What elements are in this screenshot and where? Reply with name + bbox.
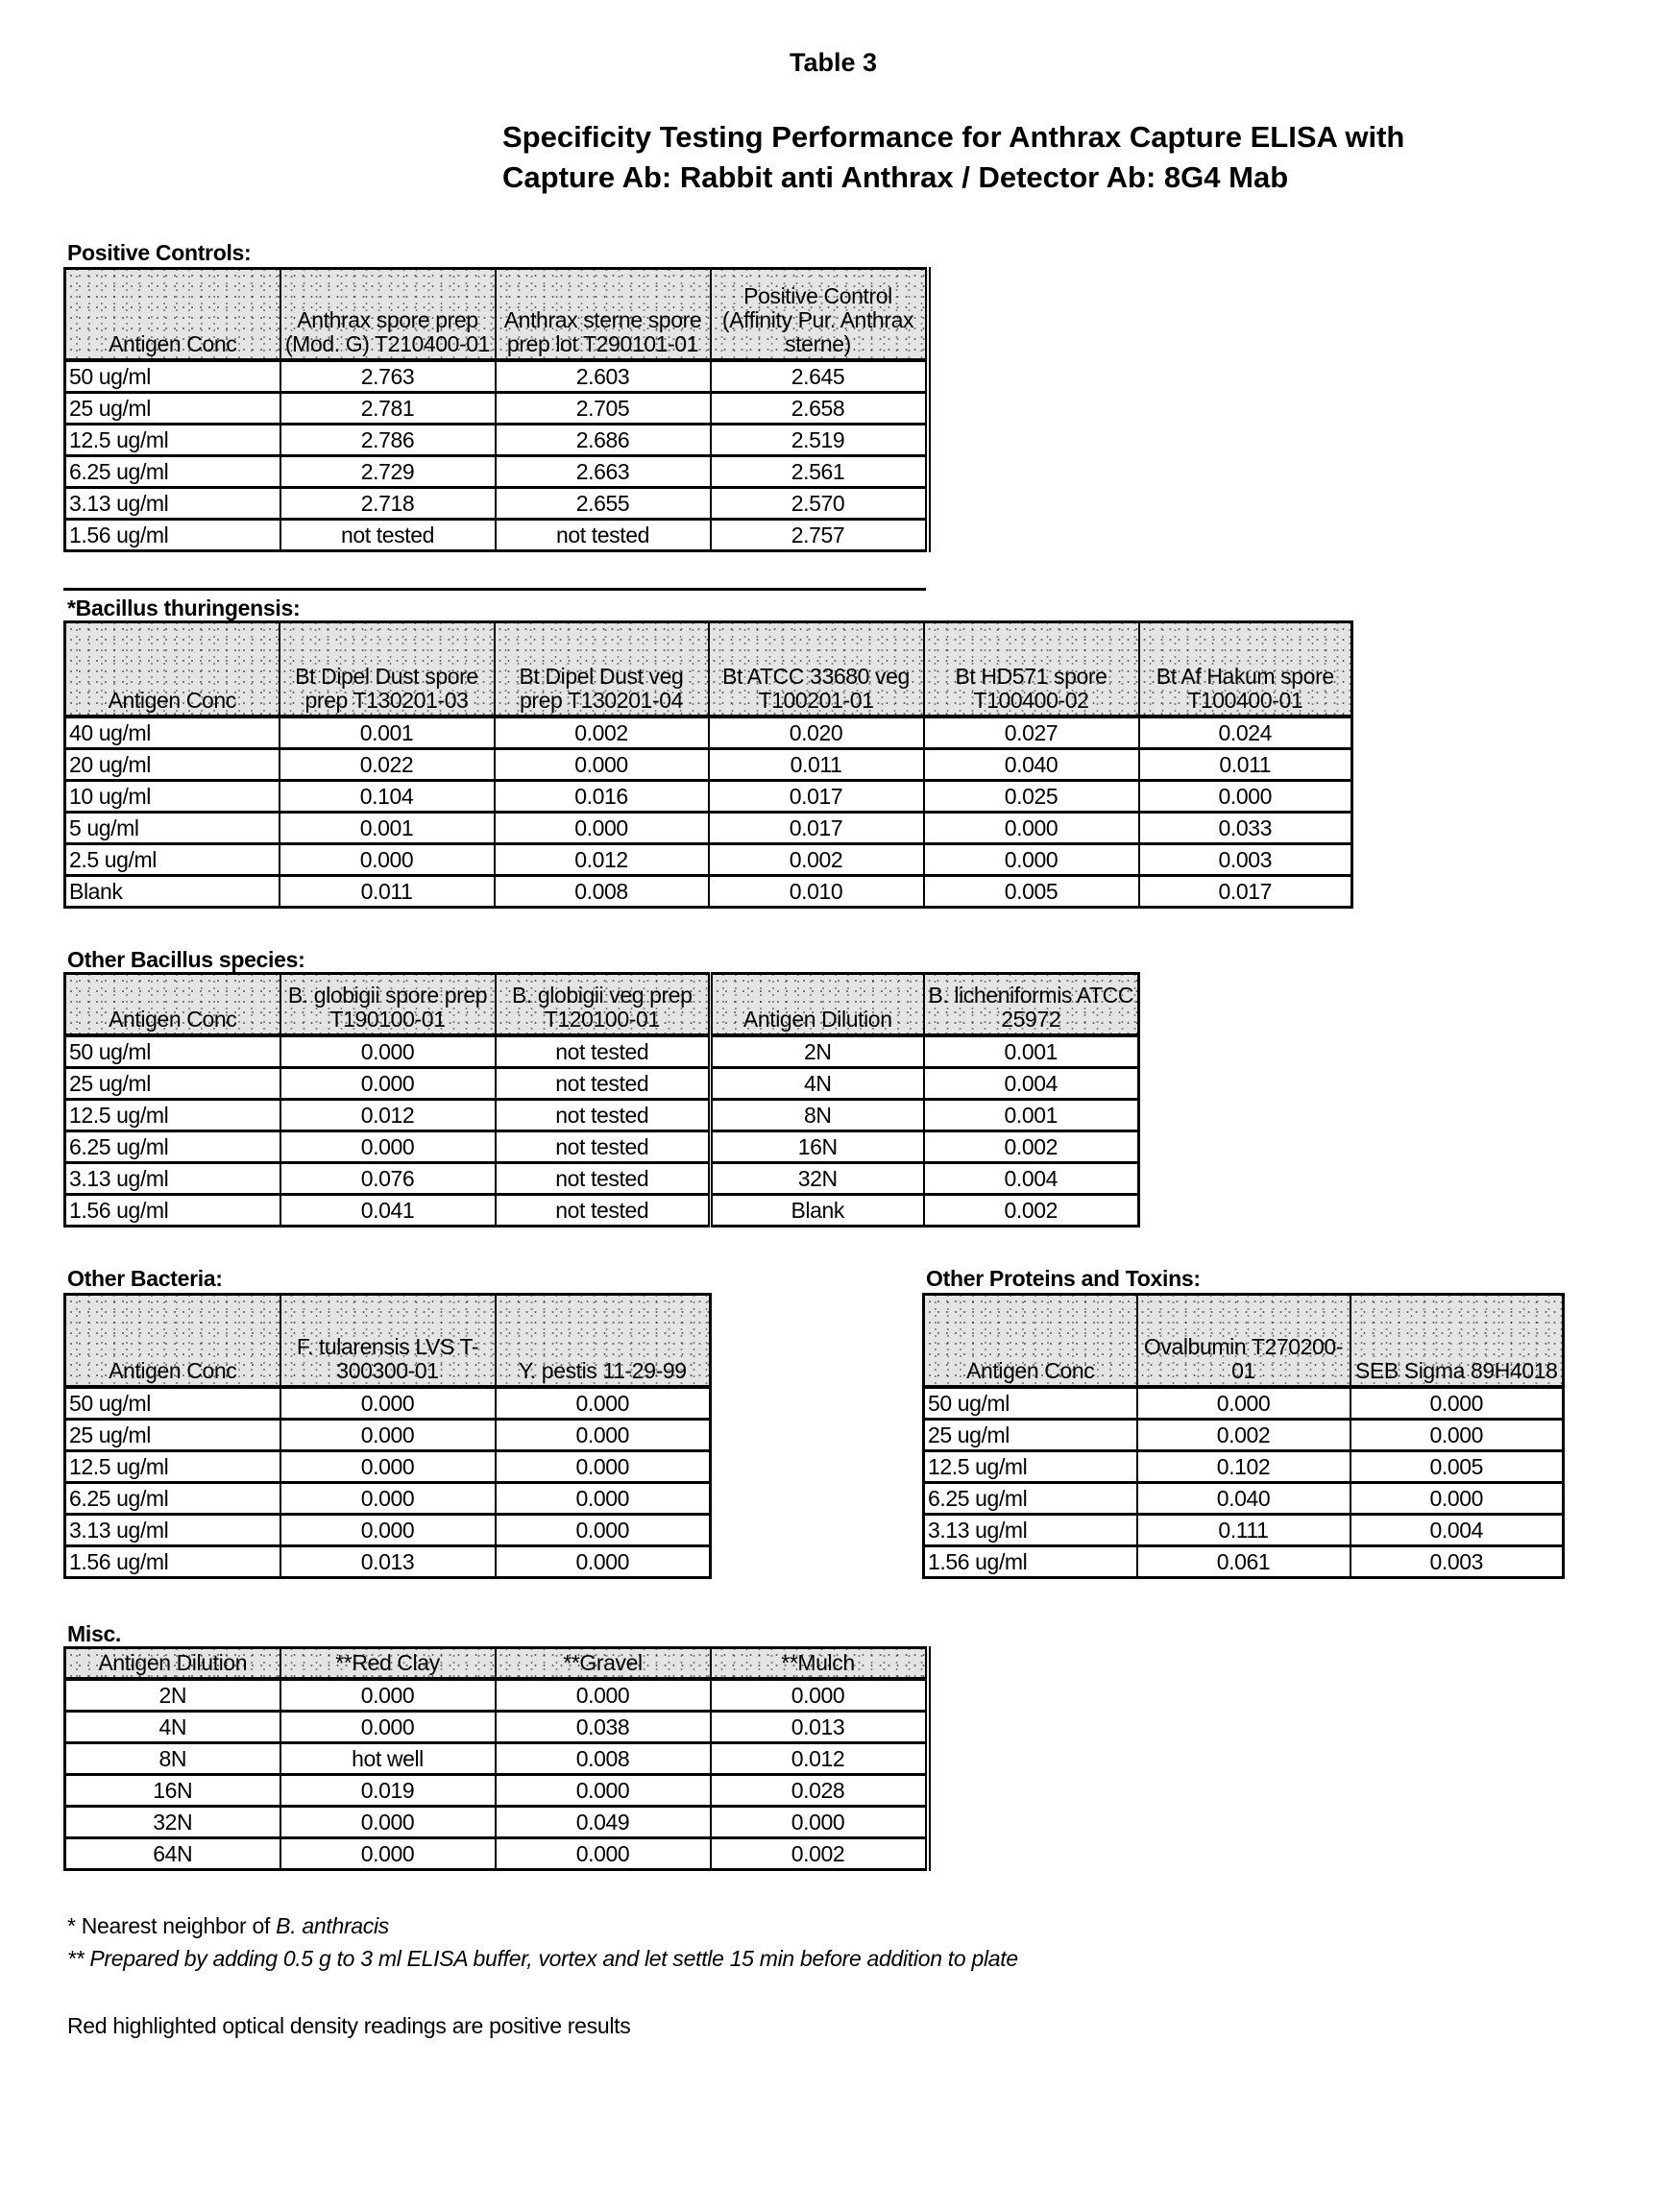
bacillus-thuringensis-table [63, 620, 1353, 909]
value-cell: 0.040 [1137, 1482, 1350, 1514]
table-row [65, 1482, 711, 1514]
value-cell: 0.004 [1350, 1514, 1564, 1545]
column-header: Anthrax sterne spore prep lot T290101-01 [496, 269, 711, 360]
row-label-cell: 16N [65, 1775, 280, 1807]
value-cell: 2.663 [496, 455, 711, 487]
column-header: Bt Dipel Dust veg prep T130201-04 [495, 622, 709, 717]
column-header: Bt ATCC 33680 veg T100201-01 [709, 622, 924, 717]
other-bacteria-table [63, 1293, 712, 1579]
table-row [65, 392, 928, 424]
value-cell: 2N [711, 1035, 924, 1068]
table-row [65, 1067, 1139, 1099]
value-cell: 0.003 [1139, 843, 1352, 875]
value-cell: 2.729 [280, 455, 496, 487]
value-cell: 0.000 [1350, 1482, 1564, 1514]
value-cell: 0.005 [924, 875, 1139, 907]
table-row [65, 1775, 928, 1807]
value-cell: 0.028 [711, 1775, 928, 1807]
value-cell: 0.003 [1350, 1545, 1564, 1577]
column-header: Ovalbumin T270200-01 [1137, 1295, 1350, 1387]
table-row [65, 1545, 711, 1577]
column-header: **Gravel [496, 1648, 711, 1680]
value-cell: 0.000 [280, 1807, 496, 1838]
value-cell: 0.038 [496, 1712, 711, 1743]
column-header: Antigen Conc [65, 1295, 280, 1387]
value-cell: hot well [280, 1743, 496, 1775]
row-label-cell: 10 ug/ml [65, 780, 280, 812]
value-cell: not tested [496, 1035, 711, 1068]
value-cell: 0.002 [924, 1130, 1139, 1162]
title-line-1: Specificity Testing Performance for Anthrax Capture ELISA with [502, 120, 1405, 154]
value-cell: 0.000 [924, 812, 1139, 843]
value-cell: 2.786 [280, 424, 496, 455]
row-label-cell: 50 ug/ml [65, 1035, 280, 1068]
value-cell: 0.040 [924, 748, 1139, 780]
column-header: SEB Sigma 89H4018 [1350, 1295, 1564, 1387]
value-cell: 0.002 [495, 717, 709, 749]
value-cell: 0.000 [1350, 1419, 1564, 1450]
column-header: Anthrax spore prep (Mod. G) T210400-01 [280, 269, 496, 360]
footnote-preparation: ** Prepared by adding 0.5 g to 3 ml ELISA buffer, vortex and let settle 15 min before addition to plate [67, 1946, 1018, 1971]
table-row [65, 1162, 1139, 1194]
table-row [924, 1419, 1564, 1450]
value-cell: not tested [496, 1162, 711, 1194]
row-label-cell: 6.25 ug/ml [65, 1130, 280, 1162]
value-cell: 0.013 [711, 1712, 928, 1743]
row-label-cell: 40 ug/ml [65, 717, 280, 749]
row-label-cell: 64N [65, 1838, 280, 1870]
value-cell: 2.570 [711, 487, 928, 519]
table-row [65, 519, 928, 550]
value-cell: 0.001 [924, 1099, 1139, 1130]
column-header: Antigen Dilution [65, 1648, 280, 1680]
value-cell: 0.017 [709, 780, 924, 812]
value-cell: 0.001 [280, 812, 495, 843]
value-cell: 0.000 [1350, 1387, 1564, 1420]
value-cell: 0.000 [711, 1679, 928, 1712]
column-header: Antigen Conc [924, 1295, 1137, 1387]
value-cell: 2.686 [496, 424, 711, 455]
value-cell: 0.012 [280, 1099, 496, 1130]
row-label-cell: 1.56 ug/ml [924, 1545, 1137, 1577]
table-row [65, 1099, 1139, 1130]
value-cell: 2.763 [280, 360, 496, 393]
value-cell: Blank [711, 1194, 924, 1226]
column-header: **Red Clay [280, 1648, 496, 1680]
column-header: Antigen Conc [65, 622, 280, 717]
value-cell: 0.001 [924, 1035, 1139, 1068]
value-cell: 0.005 [1350, 1450, 1564, 1482]
table-row [65, 1035, 1139, 1068]
value-cell: 16N [711, 1130, 924, 1162]
row-label-cell: 50 ug/ml [924, 1387, 1137, 1420]
table-row [65, 1130, 1139, 1162]
table-row [65, 424, 928, 455]
row-label-cell: 2N [65, 1679, 280, 1712]
value-cell: 0.013 [280, 1545, 496, 1577]
table-row [65, 1838, 928, 1870]
value-cell: 0.000 [280, 1450, 496, 1482]
value-cell: 2.655 [496, 487, 711, 519]
value-cell: 0.025 [924, 780, 1139, 812]
value-cell: 0.010 [709, 875, 924, 907]
value-cell: 0.000 [495, 812, 709, 843]
value-cell: 0.000 [496, 1775, 711, 1807]
table-row [65, 1743, 928, 1775]
value-cell: 0.011 [280, 875, 495, 907]
table-row [65, 717, 1352, 749]
section-label-other-bacteria: Other Bacteria: [67, 1266, 223, 1291]
section-label-positive-controls: Positive Controls: [67, 240, 252, 265]
value-cell: 0.000 [280, 1419, 496, 1450]
value-cell: 0.017 [709, 812, 924, 843]
row-label-cell: 12.5 ug/ml [65, 1450, 280, 1482]
value-cell: 32N [711, 1162, 924, 1194]
value-cell: 0.104 [280, 780, 495, 812]
table-row [65, 1514, 711, 1545]
row-label-cell: 12.5 ug/ml [65, 1099, 280, 1130]
value-cell: 2.561 [711, 455, 928, 487]
value-cell: 0.004 [924, 1162, 1139, 1194]
column-header: F. tularensis LVS T-300300-01 [280, 1295, 496, 1387]
table-row [65, 1194, 1139, 1226]
value-cell: 0.002 [709, 843, 924, 875]
value-cell: 0.049 [496, 1807, 711, 1838]
value-cell: 4N [711, 1067, 924, 1099]
value-cell: 2.603 [496, 360, 711, 393]
column-header: Bt Af Hakum spore T100400-01 [1139, 622, 1352, 717]
section-divider [63, 588, 926, 591]
table-row [65, 487, 928, 519]
table-row [924, 1545, 1564, 1577]
table-row [65, 843, 1352, 875]
value-cell: 2.705 [496, 392, 711, 424]
table-row [65, 875, 1352, 907]
value-cell: 0.000 [280, 1482, 496, 1514]
value-cell: 0.000 [496, 1482, 711, 1514]
row-label-cell: 50 ug/ml [65, 360, 280, 393]
value-cell: 2.645 [711, 360, 928, 393]
table-row [65, 780, 1352, 812]
column-header: Positive Control (Affinity Pur. Anthrax sterne) [711, 269, 928, 360]
table-row [924, 1514, 1564, 1545]
row-label-cell: 20 ug/ml [65, 748, 280, 780]
row-label-cell: 32N [65, 1807, 280, 1838]
value-cell: 0.011 [709, 748, 924, 780]
other-bacillus-table [63, 972, 1140, 1228]
misc-table [63, 1646, 931, 1871]
row-label-cell: 3.13 ug/ml [65, 1514, 280, 1545]
row-label-cell: 3.13 ug/ml [65, 487, 280, 519]
value-cell: not tested [280, 519, 496, 550]
value-cell: 0.000 [496, 1679, 711, 1712]
value-cell: 0.019 [280, 1775, 496, 1807]
row-label-cell: 25 ug/ml [924, 1419, 1137, 1450]
row-label-cell: 3.13 ug/ml [924, 1514, 1137, 1545]
section-label-misc: Misc. [67, 1621, 122, 1646]
column-header: B. globigii veg prep T120100-01 [496, 974, 711, 1035]
footnote-red-highlight: Red highlighted optical density readings are positive results [67, 2013, 631, 2038]
row-label-cell: 12.5 ug/ml [65, 424, 280, 455]
value-cell: 0.000 [711, 1807, 928, 1838]
row-label-cell: 1.56 ug/ml [65, 1545, 280, 1577]
row-label-cell: 1.56 ug/ml [65, 1194, 280, 1226]
row-label-cell: 25 ug/ml [65, 1419, 280, 1450]
value-cell: 0.000 [496, 1450, 711, 1482]
row-label-cell: 4N [65, 1712, 280, 1743]
column-header: Antigen Conc [65, 269, 280, 360]
value-cell: 0.000 [280, 1067, 496, 1099]
value-cell: 0.012 [495, 843, 709, 875]
table-row [65, 812, 1352, 843]
title-line-2: Capture Ab: Rabbit anti Anthrax / Detector Ab: 8G4 Mab [502, 160, 1289, 194]
table-row [65, 1419, 711, 1450]
page-title [502, 117, 1404, 198]
column-header: Antigen Conc [65, 974, 280, 1035]
table-row [65, 748, 1352, 780]
table-number: Table 3 [790, 48, 878, 77]
positive-controls-table [63, 267, 931, 552]
value-cell: 0.000 [924, 843, 1139, 875]
other-proteins-table [922, 1293, 1565, 1579]
value-cell: 0.000 [280, 1838, 496, 1870]
value-cell: 2.781 [280, 392, 496, 424]
value-cell: 0.024 [1139, 717, 1352, 749]
value-cell: 0.008 [495, 875, 709, 907]
column-header: Antigen Dilution [711, 974, 924, 1035]
value-cell: 2.658 [711, 392, 928, 424]
row-label-cell: 25 ug/ml [65, 392, 280, 424]
value-cell: 0.041 [280, 1194, 496, 1226]
value-cell: 0.000 [496, 1387, 711, 1420]
value-cell: 0.008 [496, 1743, 711, 1775]
value-cell: 0.001 [280, 717, 495, 749]
value-cell: 0.002 [1137, 1419, 1350, 1450]
column-header: Bt HD571 spore T100400-02 [924, 622, 1139, 717]
value-cell: 0.000 [496, 1419, 711, 1450]
value-cell: not tested [496, 1067, 711, 1099]
value-cell: not tested [496, 1130, 711, 1162]
value-cell: 0.000 [280, 1130, 496, 1162]
column-header: Y. pestis 11-29-99 [496, 1295, 711, 1387]
value-cell: not tested [496, 1099, 711, 1130]
table-row [65, 1712, 928, 1743]
value-cell: 0.022 [280, 748, 495, 780]
value-cell: not tested [496, 1194, 711, 1226]
value-cell: 0.000 [496, 1514, 711, 1545]
table-row [924, 1450, 1564, 1482]
row-label-cell: 6.25 ug/ml [65, 1482, 280, 1514]
value-cell: 0.002 [711, 1838, 928, 1870]
column-header: B. globigii spore prep T190100-01 [280, 974, 496, 1035]
value-cell: 0.000 [280, 1712, 496, 1743]
value-cell: 0.011 [1139, 748, 1352, 780]
value-cell: 0.000 [280, 843, 495, 875]
section-label-other-proteins: Other Proteins and Toxins: [926, 1266, 1201, 1291]
row-label-cell: 6.25 ug/ml [65, 455, 280, 487]
section-label-bacillus-thuringensis: *Bacillus thuringensis: [67, 596, 301, 620]
value-cell: 0.000 [280, 1679, 496, 1712]
value-cell: 0.102 [1137, 1450, 1350, 1482]
value-cell: 0.033 [1139, 812, 1352, 843]
row-label-cell: 6.25 ug/ml [924, 1482, 1137, 1514]
value-cell: 0.111 [1137, 1514, 1350, 1545]
value-cell: 0.017 [1139, 875, 1352, 907]
column-header: Bt Dipel Dust spore prep T130201-03 [280, 622, 495, 717]
column-header: B. licheniformis ATCC 25972 [924, 974, 1139, 1035]
value-cell: 0.076 [280, 1162, 496, 1194]
column-header: **Mulch [711, 1648, 928, 1680]
value-cell: 0.000 [1139, 780, 1352, 812]
table-row [65, 455, 928, 487]
value-cell: 2.757 [711, 519, 928, 550]
value-cell: 0.002 [924, 1194, 1139, 1226]
row-label-cell: 3.13 ug/ml [65, 1162, 280, 1194]
table-row [65, 1679, 928, 1712]
row-label-cell: 50 ug/ml [65, 1387, 280, 1420]
value-cell: 0.016 [495, 780, 709, 812]
row-label-cell: Blank [65, 875, 280, 907]
row-label-cell: 25 ug/ml [65, 1067, 280, 1099]
value-cell: 0.020 [709, 717, 924, 749]
row-label-cell: 12.5 ug/ml [924, 1450, 1137, 1482]
value-cell: 8N [711, 1099, 924, 1130]
value-cell: 0.027 [924, 717, 1139, 749]
value-cell: 0.004 [924, 1067, 1139, 1099]
value-cell: 2.519 [711, 424, 928, 455]
value-cell: 0.000 [280, 1035, 496, 1068]
value-cell: 2.718 [280, 487, 496, 519]
row-label-cell: 2.5 ug/ml [65, 843, 280, 875]
value-cell: 0.000 [496, 1545, 711, 1577]
value-cell: 0.000 [280, 1514, 496, 1545]
table-row [65, 1807, 928, 1838]
value-cell: 0.000 [280, 1387, 496, 1420]
value-cell: 0.000 [1137, 1387, 1350, 1420]
value-cell: 0.000 [496, 1838, 711, 1870]
table-row [924, 1387, 1564, 1420]
value-cell: not tested [496, 519, 711, 550]
row-label-cell: 5 ug/ml [65, 812, 280, 843]
value-cell: 0.012 [711, 1743, 928, 1775]
section-label-other-bacillus: Other Bacillus species: [67, 947, 305, 972]
value-cell: 0.061 [1137, 1545, 1350, 1577]
value-cell: 0.000 [495, 748, 709, 780]
table-row [924, 1482, 1564, 1514]
row-label-cell: 8N [65, 1743, 280, 1775]
table-row [65, 360, 928, 393]
row-label-cell: 1.56 ug/ml [65, 519, 280, 550]
table-row [65, 1450, 711, 1482]
footnote-nearest-neighbor: * Nearest neighbor of B. anthracis [67, 1913, 390, 1938]
table-row [65, 1387, 711, 1420]
